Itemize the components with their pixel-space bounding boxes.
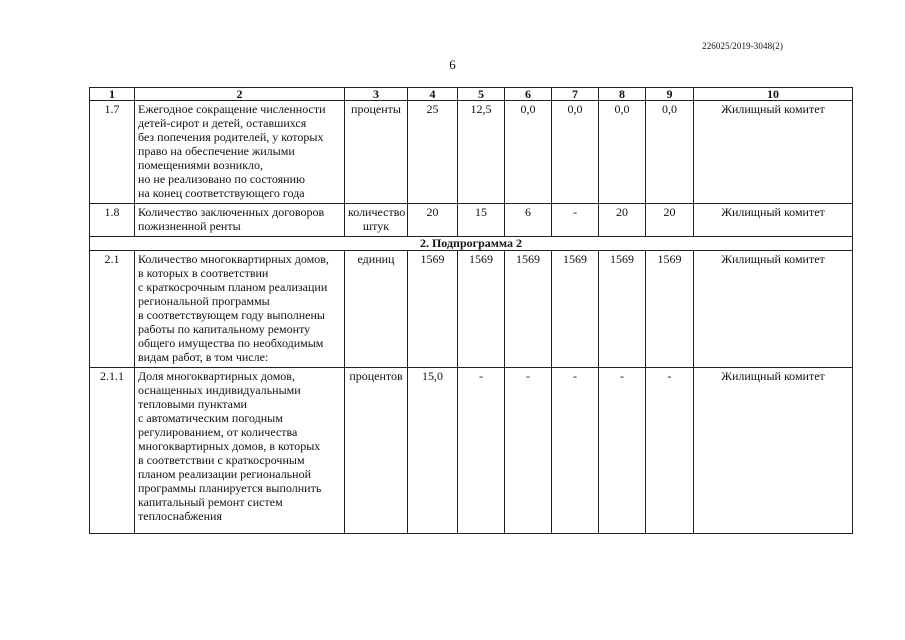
column-header: 10 bbox=[694, 88, 853, 101]
page-number: 6 bbox=[449, 57, 456, 72]
row-value: 1569 bbox=[552, 251, 599, 368]
row-unit: количество штук bbox=[345, 204, 408, 237]
row-value: 20 bbox=[599, 204, 646, 237]
row-value: - bbox=[599, 368, 646, 534]
table-row bbox=[90, 368, 853, 534]
indicators-table bbox=[89, 87, 853, 534]
table-row bbox=[90, 204, 853, 237]
row-value: 15,0 bbox=[408, 368, 458, 534]
subprogram-row bbox=[90, 237, 853, 251]
row-value: - bbox=[505, 368, 552, 534]
row-value: - bbox=[552, 368, 599, 534]
row-value: 20 bbox=[408, 204, 458, 237]
row-value: 0,0 bbox=[646, 101, 694, 204]
row-responsible: Жилищный комитет bbox=[694, 368, 853, 534]
column-header: 4 bbox=[408, 88, 458, 101]
row-value: 1569 bbox=[505, 251, 552, 368]
row-value: 0,0 bbox=[599, 101, 646, 204]
row-description: Количество многоквартирных домов, в которых в соответствии с краткосрочным планом реализации региональной программы в соответствующем году выполнены работы по капитальному ремонту общего имущества по необходимым видам работ, в том числе: bbox=[135, 251, 345, 368]
row-description: Доля многоквартирных домов, оснащенных индивидуальными тепловыми пунктами с автоматическим погодным регулированием, от количества многоквартирных домов, в которых в соответствии с краткосрочным планом реализации региональной программы планируется выполнить капитальный ремонт систем теплоснабжения bbox=[135, 368, 345, 534]
row-responsible: Жилищный комитет bbox=[694, 101, 853, 204]
row-value: 0,0 bbox=[505, 101, 552, 204]
column-header: 3 bbox=[345, 88, 408, 101]
document-id: 226025/2019-3048(2) bbox=[702, 41, 783, 51]
row-responsible: Жилищный комитет bbox=[694, 251, 853, 368]
column-header: 7 bbox=[552, 88, 599, 101]
table-row bbox=[90, 251, 853, 368]
row-number: 1.7 bbox=[90, 101, 135, 204]
subprogram-title: 2. Подпрограмма 2 bbox=[90, 237, 853, 251]
row-value: 12,5 bbox=[458, 101, 505, 204]
row-value: 15 bbox=[458, 204, 505, 237]
table-row bbox=[90, 101, 853, 204]
row-responsible: Жилищный комитет bbox=[694, 204, 853, 237]
row-value: 25 bbox=[408, 101, 458, 204]
column-header: 6 bbox=[505, 88, 552, 101]
row-value: 6 bbox=[505, 204, 552, 237]
column-header: 2 bbox=[135, 88, 345, 101]
column-header: 1 bbox=[90, 88, 135, 101]
header-row bbox=[90, 88, 853, 101]
column-header: 5 bbox=[458, 88, 505, 101]
row-value: 1569 bbox=[408, 251, 458, 368]
column-header: 9 bbox=[646, 88, 694, 101]
row-value: - bbox=[458, 368, 505, 534]
row-value: 0,0 bbox=[552, 101, 599, 204]
row-value: - bbox=[552, 204, 599, 237]
row-unit: процентов bbox=[345, 368, 408, 534]
row-value: 20 bbox=[646, 204, 694, 237]
row-value: 1569 bbox=[599, 251, 646, 368]
row-description: Ежегодное сокращение численности детей-сирот и детей, оставшихся без попечения родителей, у которых право на обеспечение жилыми помещениями возникло, но не реализовано по состоянию на конец соответствующего года bbox=[135, 101, 345, 204]
row-description: Количество заключенных договоров пожизненной ренты bbox=[135, 204, 345, 237]
row-number: 2.1.1 bbox=[90, 368, 135, 534]
row-unit: проценты bbox=[345, 101, 408, 204]
row-value: 1569 bbox=[458, 251, 505, 368]
row-value: 1569 bbox=[646, 251, 694, 368]
row-number: 1.8 bbox=[90, 204, 135, 237]
row-value: - bbox=[646, 368, 694, 534]
row-unit: единиц bbox=[345, 251, 408, 368]
column-header: 8 bbox=[599, 88, 646, 101]
row-number: 2.1 bbox=[90, 251, 135, 368]
